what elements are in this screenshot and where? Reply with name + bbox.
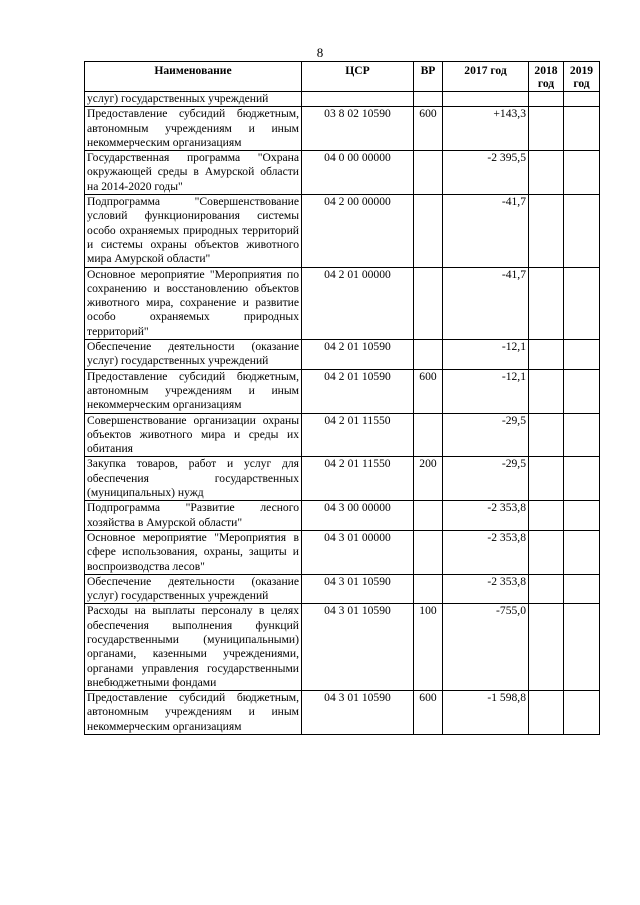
- row-vr: 600: [414, 691, 443, 735]
- budget-table: [84, 61, 600, 735]
- row-vr: 600: [414, 369, 443, 413]
- row-vr: [414, 530, 443, 574]
- row-2017: -755,0: [443, 604, 529, 691]
- row-2018: [529, 92, 564, 107]
- row-name: услуг) государственных учреждений: [85, 92, 302, 107]
- row-vr: [414, 92, 443, 107]
- row-2018: [529, 457, 564, 501]
- table-row: [85, 267, 600, 339]
- table-row: [85, 574, 600, 604]
- row-2019: [564, 574, 600, 604]
- row-2018: [529, 691, 564, 735]
- row-2018: [529, 530, 564, 574]
- row-csr: [302, 92, 414, 107]
- table-row: [85, 413, 600, 457]
- row-2019: [564, 92, 600, 107]
- table-row: [85, 457, 600, 501]
- row-2017: -2 353,8: [443, 574, 529, 604]
- row-vr: [414, 501, 443, 531]
- row-2018: [529, 369, 564, 413]
- row-2017: -41,7: [443, 267, 529, 339]
- table-row: [85, 340, 600, 370]
- row-name: Закупка товаров, работ и услуг для обеспечения государственных (муниципальных) нужд: [85, 457, 302, 501]
- row-2019: [564, 501, 600, 531]
- row-vr: [414, 340, 443, 370]
- row-2017: -41,7: [443, 195, 529, 267]
- row-2018: [529, 107, 564, 151]
- row-csr: 04 2 01 10590: [302, 340, 414, 370]
- row-name: Основное мероприятие "Мероприятия в сфере использования, охраны, защиты и воспроизводства лесов": [85, 530, 302, 574]
- table-row: [85, 501, 600, 531]
- row-2017: [443, 92, 529, 107]
- row-csr: 04 3 01 10590: [302, 604, 414, 691]
- row-name: Предоставление субсидий бюджетным, автономным учреждениям и иным некоммерческим организациям: [85, 369, 302, 413]
- row-2019: [564, 267, 600, 339]
- row-csr: 04 2 00 00000: [302, 195, 414, 267]
- row-2018: [529, 574, 564, 604]
- header-vr: ВР: [414, 62, 443, 92]
- row-name: Обеспечение деятельности (оказание услуг) государственных учреждений: [85, 574, 302, 604]
- row-csr: 04 2 01 11550: [302, 413, 414, 457]
- row-vr: [414, 413, 443, 457]
- row-csr: 04 2 01 11550: [302, 457, 414, 501]
- header-2017: 2017 год: [443, 62, 529, 92]
- row-vr: [414, 195, 443, 267]
- row-csr: 04 3 01 10590: [302, 691, 414, 735]
- row-name: Расходы на выплаты персоналу в целях обеспечения выполнения функций государственными (муниципальными) органами, казенными учреждениями, органами управления государственными внебюджетными фондами: [85, 604, 302, 691]
- row-vr: [414, 151, 443, 195]
- row-name: Основное мероприятие "Мероприятия по сохранению и восстановлению объектов животного мира, сохранение и развитие особо охраняемых природных территорий": [85, 267, 302, 339]
- row-2018: [529, 151, 564, 195]
- table-row: [85, 107, 600, 151]
- row-2017: -2 353,8: [443, 501, 529, 531]
- table-row: [85, 604, 600, 691]
- row-name: Совершенствование организации охраны объектов животного мира и среды их обитания: [85, 413, 302, 457]
- table-row: [85, 92, 600, 107]
- page-number: 8: [316, 45, 324, 60]
- row-2017: -2 395,5: [443, 151, 529, 195]
- row-csr: 04 3 01 00000: [302, 530, 414, 574]
- table-header-row: [85, 62, 600, 92]
- header-2018: 2018 год: [529, 62, 564, 92]
- row-2019: [564, 151, 600, 195]
- row-2019: [564, 530, 600, 574]
- row-csr: 04 3 00 00000: [302, 501, 414, 531]
- header-name: Наименование: [85, 62, 302, 92]
- row-2019: [564, 413, 600, 457]
- row-2019: [564, 604, 600, 691]
- row-2017: -1 598,8: [443, 691, 529, 735]
- table-row: [85, 369, 600, 413]
- row-name: Подпрограмма "Совершенствование условий функционирования системы особо охраняемых природных территорий и системы охраны объектов животного мира Амурской области": [85, 195, 302, 267]
- row-2018: [529, 413, 564, 457]
- table-row: [85, 691, 600, 735]
- row-csr: 03 8 02 10590: [302, 107, 414, 151]
- table-row: [85, 151, 600, 195]
- row-csr: 04 2 01 10590: [302, 369, 414, 413]
- row-2017: -12,1: [443, 369, 529, 413]
- row-2019: [564, 691, 600, 735]
- row-2019: [564, 107, 600, 151]
- row-2017: -2 353,8: [443, 530, 529, 574]
- row-csr: 04 2 01 00000: [302, 267, 414, 339]
- row-csr: 04 0 00 00000: [302, 151, 414, 195]
- row-2017: -12,1: [443, 340, 529, 370]
- row-2017: +143,3: [443, 107, 529, 151]
- row-2018: [529, 340, 564, 370]
- row-name: Государственная программа "Охрана окружающей среды в Амурской области на 2014-2020 годы": [85, 151, 302, 195]
- row-csr: 04 3 01 10590: [302, 574, 414, 604]
- row-2017: -29,5: [443, 413, 529, 457]
- row-vr: 100: [414, 604, 443, 691]
- row-name: Предоставление субсидий бюджетным, автономным учреждениям и иным некоммерческим организациям: [85, 107, 302, 151]
- row-vr: [414, 267, 443, 339]
- row-2019: [564, 195, 600, 267]
- row-2018: [529, 267, 564, 339]
- row-2019: [564, 340, 600, 370]
- row-name: Подпрограмма "Развитие лесного хозяйства в Амурской области": [85, 501, 302, 531]
- row-vr: 200: [414, 457, 443, 501]
- header-csr: ЦСР: [302, 62, 414, 92]
- row-2018: [529, 501, 564, 531]
- table-row: [85, 530, 600, 574]
- row-name: Обеспечение деятельности (оказание услуг) государственных учреждений: [85, 340, 302, 370]
- row-2018: [529, 195, 564, 267]
- header-2019: 2019 год: [564, 62, 600, 92]
- row-vr: [414, 574, 443, 604]
- row-2017: -29,5: [443, 457, 529, 501]
- table-row: [85, 195, 600, 267]
- row-name: Предоставление субсидий бюджетным, автономным учреждениям и иным некоммерческим организациям: [85, 691, 302, 735]
- row-2019: [564, 457, 600, 501]
- row-2018: [529, 604, 564, 691]
- row-vr: 600: [414, 107, 443, 151]
- row-2019: [564, 369, 600, 413]
